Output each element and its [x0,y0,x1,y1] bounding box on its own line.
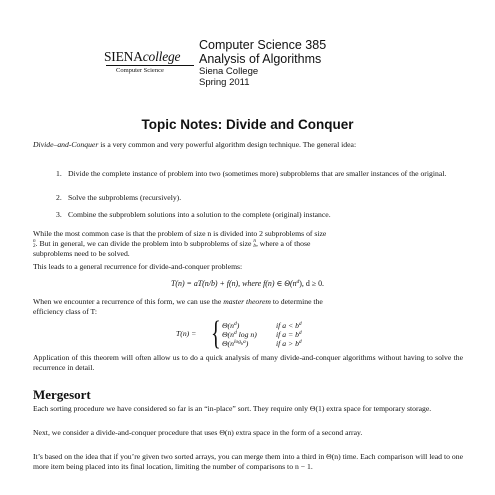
term: Spring 2011 [199,77,250,88]
master-before: When we encounter a recurrence of this form, we can use the [33,297,224,306]
step-number: 2. [56,193,62,202]
fraction-n-over-2: n 2 [33,238,36,249]
course-title: Analysis of Algorithms [199,52,322,66]
cases-line2-text: . But in general, we can divide the problem into b subproblems of size [35,239,252,248]
piecewise-lhs: T(n) = [176,329,197,338]
equation-general: T(n) = aT(n/b) + f(n), where f(n) ∈ Θ(n [170,279,297,288]
step-text: Divide the complete instance of problem into two (sometimes more) subproblems that are smaller instances of the original. [68,169,447,178]
extra-space-paragraph: Next, we consider a divide-and-conquer procedure that uses Θ(n) extra space in the form of a second array. [33,428,363,437]
equation-general-tail: ), d ≥ 0. [299,279,325,288]
case-value: $\Theta(n^{log_ba})$ [222,339,249,348]
case-condition: if $a > b^d$ [276,339,302,348]
application-paragraph: Application of this theorem will often allow us to do a quick analysis of many divide-and-conquer algorithms without having to solve the recurrence in detail. [33,353,463,373]
step-text: Combine the subproblem solutions into a solution to the complete (original) instance. [68,210,331,219]
section-heading-mergesort: Mergesort [33,387,91,402]
master-paragraph [33,297,463,307]
left-brace: { [211,315,221,352]
logo-rule [106,65,194,66]
inplace-paragraph: Each sorting procedure we have considered so far is an “in-place” sort. They require only Θ(1) extra space for temporary storage. [33,404,432,413]
general-recurrence-equation: T(n) = aT(n/b) + f(n), where f(n) ∈ $\Theta(n^d)$, d ≥ 0. [170,279,325,288]
siena-college-logo [104,50,194,80]
case-condition: if $a = b^d$ [276,330,302,339]
case-value: $\Theta(n^d)$ [222,321,240,330]
page-title: Topic Notes: Divide and Conquer [141,117,354,132]
cases-paragraph-line3: subproblems need to be solved. [33,249,130,258]
cases-paragraph-line2 [33,239,463,249]
master-after: to determine the [270,297,323,306]
intro-term: Divide–and-Conquer [33,140,99,149]
course-number: Computer Science 385 [199,38,327,52]
college-name: Siena College [199,66,259,77]
case-condition: if $a < b^d$ [276,321,302,330]
step-text: Solve the subproblems (recursively). [68,193,182,202]
intro-text: is a very common and very powerful algorithm design technique. The general idea: [98,140,357,149]
logo-secondary: college [142,49,181,64]
recurrence-paragraph: This leads to a general recurrence for divide-and-conquer problems: [33,262,243,271]
fraction-n-over-b: n b [253,238,256,249]
merge-paragraph: It’s based on the idea that if you’re given two sorted arrays, you can merge them into a third in Θ(n) time. Each comparison will lead to one more item being placed into its final location, limiting the number of comparisons to n − 1. [33,452,463,472]
master-term: master theorem [223,297,271,306]
logo-subtitle: Computer Science [116,67,164,74]
cases-line2-tail: , where a of those [255,239,311,248]
master-theorem-cases [176,315,336,352]
step-number: 1. [56,169,62,178]
logo-primary: SIENA [104,49,143,64]
master-paragraph-line2: efficiency class of T: [33,307,98,316]
logo-wordmark [104,50,180,64]
cases-paragraph-line1: While the most common case is that the problem of size n is divided into 2 subproblems of size [33,229,327,238]
intro-paragraph [33,140,463,150]
step-number: 3. [56,210,62,219]
case-value: $\Theta(n^d$ log n) [222,330,257,339]
